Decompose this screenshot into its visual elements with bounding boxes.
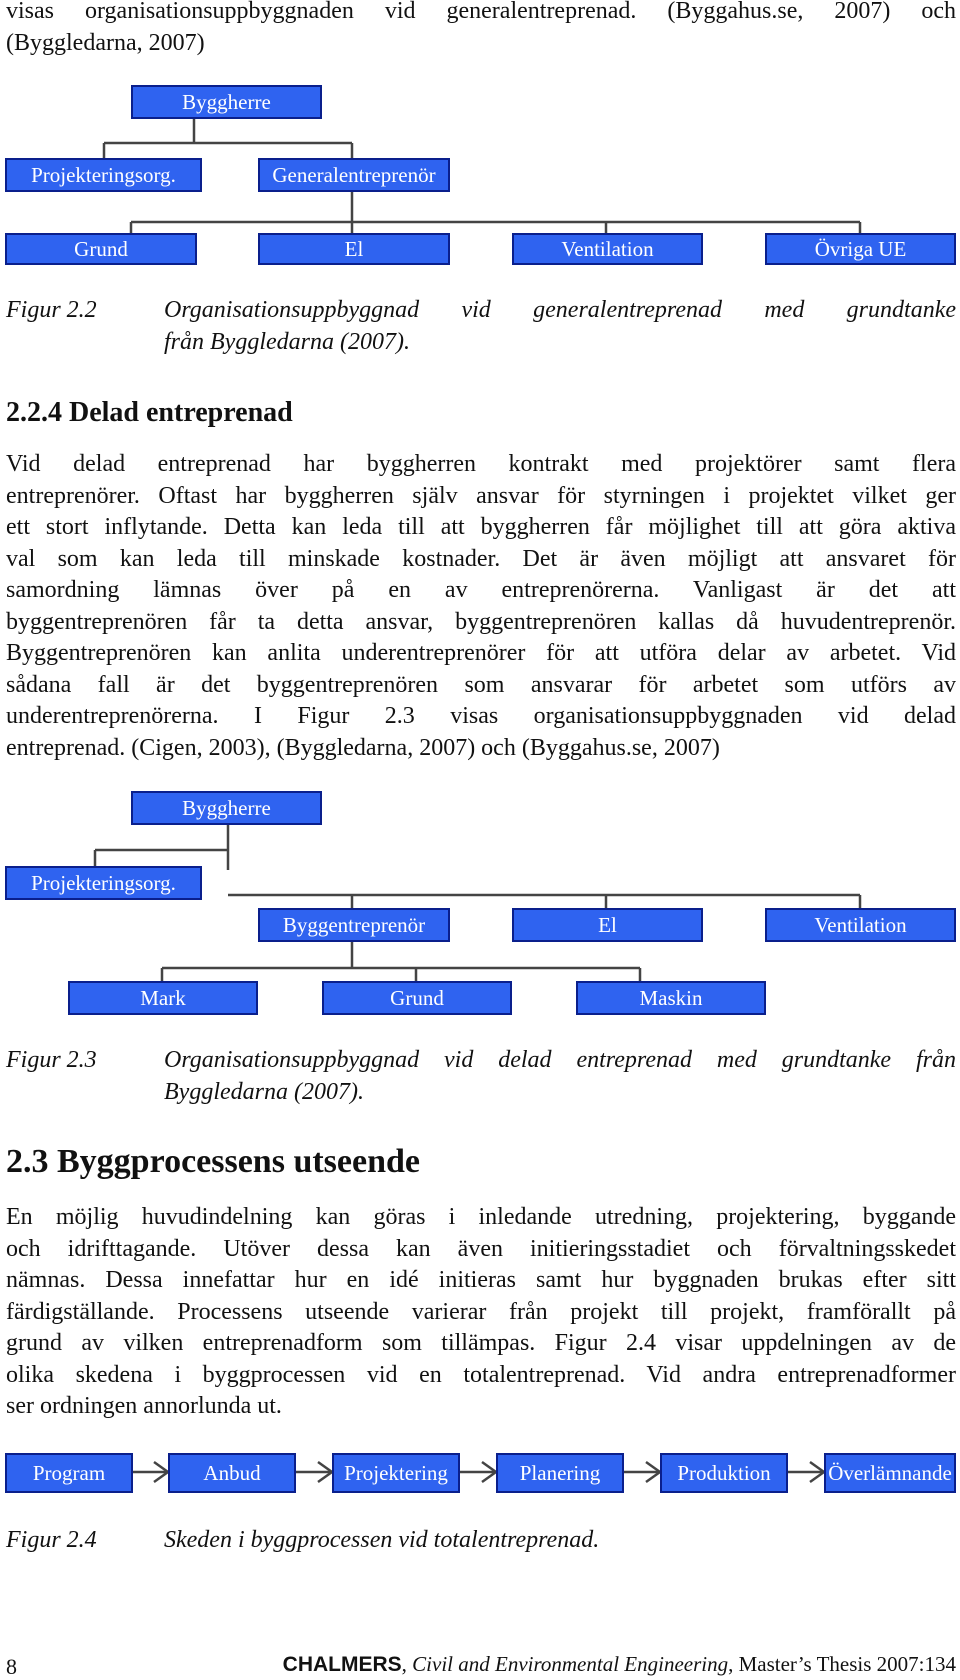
- paragraph-line: och idrifttagande. Utöver dessa kan även initieringsstadiet och förvaltningsskedet: [6, 1235, 956, 1262]
- footer-brand: CHALMERS: [282, 1653, 402, 1676]
- paragraph-line: Vid delad entreprenad har byggherren kontrakt med projektörer samt flera: [6, 451, 956, 477]
- process-step-planering: Planering: [496, 1453, 624, 1493]
- intro-line: (Byggledarna, 2007): [6, 29, 205, 56]
- box-grund: Grund: [5, 233, 197, 265]
- box-el: El: [258, 233, 450, 265]
- figure-2-4-caption: Skeden i byggprocessen vid totalentreprenad.: [164, 1527, 600, 1553]
- section-2-2-4-paragraph: [6, 449, 956, 764]
- caption-line: från Byggledarna (2007).: [164, 329, 410, 355]
- box-ventilation: Ventilation: [765, 908, 956, 942]
- paragraph-line: nämnas. Dessa innefattar hur en idé initieras samt hur byggnaden brukas efter sitt: [6, 1267, 956, 1293]
- process-step-produktion: Produktion: [660, 1453, 788, 1493]
- figure-2-2-label: Figur 2.2: [6, 297, 97, 323]
- paragraph-line: sådana fall är det byggentreprenören som ansvarar för arbetet som utförs av: [6, 671, 956, 698]
- box-byggherre: Byggherre: [131, 85, 322, 119]
- section-heading-2-3: 2.3 Byggprocessens utseende: [6, 1143, 420, 1180]
- paragraph-line: grund av vilken entreprenadform som tillämpas. Figur 2.4 visar uppdelningen av de: [6, 1330, 956, 1356]
- paragraph-line: olika skedena i byggprocessen vid en totalentreprenad. Vid andra entreprenadformer: [6, 1361, 956, 1388]
- box-ventilation: Ventilation: [512, 233, 703, 265]
- box-byggherre: Byggherre: [131, 791, 322, 825]
- figure-2-3-caption: [164, 1044, 956, 1108]
- paragraph-line: färdigställande. Processens utseende varierar från projekt till projekt, framförallt på: [6, 1298, 956, 1325]
- section-2-3-paragraph: [6, 1202, 956, 1423]
- figure-2-2-caption: [164, 294, 956, 358]
- box-el: El: [512, 908, 703, 942]
- paragraph-line: En möjlig huvudindelning kan göras i inledande utredning, projektering, byggande: [6, 1204, 956, 1230]
- paragraph-line: Byggentreprenören kan anlita underentreprenörer för att utföra delar av arbetet. Vid: [6, 640, 956, 666]
- section-heading-2-2-4: 2.2.4 Delad entreprenad: [6, 397, 293, 428]
- box-projekteringsorg: Projekteringsorg.: [5, 866, 202, 900]
- paragraph-line: samordning lämnas över på en av entreprenörerna. Vanligast är det att: [6, 577, 956, 603]
- paragraph-line: ett stort inflytande. Detta kan leda till att byggherren får möjlighet till att göra aktiva: [6, 514, 956, 540]
- process-step-overlamnande: Överlämnande: [824, 1453, 956, 1493]
- page-footer: [283, 1652, 956, 1677]
- box-ovriga-ue: Övriga UE: [765, 233, 956, 265]
- caption-line: Byggledarna (2007).: [164, 1079, 364, 1105]
- caption-line: Organisationsuppbyggnad vid delad entreprenad med grundtanke från: [164, 1047, 956, 1073]
- box-generalentreprenor: Generalentreprenör: [258, 158, 450, 192]
- footer-department: Civil and Environmental Engineering: [412, 1652, 729, 1676]
- paragraph-line: byggentreprenören får ta detta ansvar, byggentreprenören kallas då huvudentreprenör.: [6, 608, 956, 635]
- footer-thesis: , Master’s Thesis 2007:134: [728, 1652, 956, 1676]
- process-step-projektering: Projektering: [332, 1453, 460, 1493]
- figure-2-3-label: Figur 2.3: [6, 1047, 97, 1073]
- box-byggentreprenor: Byggentreprenör: [258, 908, 450, 942]
- process-step-program: Program: [5, 1453, 133, 1493]
- paragraph-line: ser ordningen annorlunda ut.: [6, 1393, 282, 1419]
- figure-2-4-label: Figur 2.4: [6, 1527, 97, 1553]
- caption-line: Organisationsuppbyggnad vid generalentreprenad med grundtanke: [164, 297, 956, 323]
- box-grund: Grund: [322, 981, 512, 1015]
- box-projekteringsorg: Projekteringsorg.: [5, 158, 202, 192]
- paragraph-line: entreprenörer. Oftast har byggherren själv ansvar för styrningen i projektet vilket ger: [6, 482, 956, 509]
- process-step-anbud: Anbud: [168, 1453, 296, 1493]
- page-number: 8: [6, 1654, 17, 1679]
- box-maskin: Maskin: [576, 981, 766, 1015]
- paragraph-line: entreprenad. (Cigen, 2003), (Byggledarna, 2007) och (Byggahus.se, 2007): [6, 734, 720, 761]
- paragraph-line: val som kan leda till minskade kostnader. Det är även möjligt att ansvaret för: [6, 545, 956, 572]
- box-mark: Mark: [68, 981, 258, 1015]
- footer-separator: ,: [401, 1652, 413, 1676]
- paragraph-line: underentreprenörerna. I Figur 2.3 visas organisationsuppbyggnaden vid delad: [6, 703, 956, 729]
- intro-line: visas organisationsuppbyggnaden vid generalentreprenad. (Byggahus.se, 2007) och: [6, 0, 956, 24]
